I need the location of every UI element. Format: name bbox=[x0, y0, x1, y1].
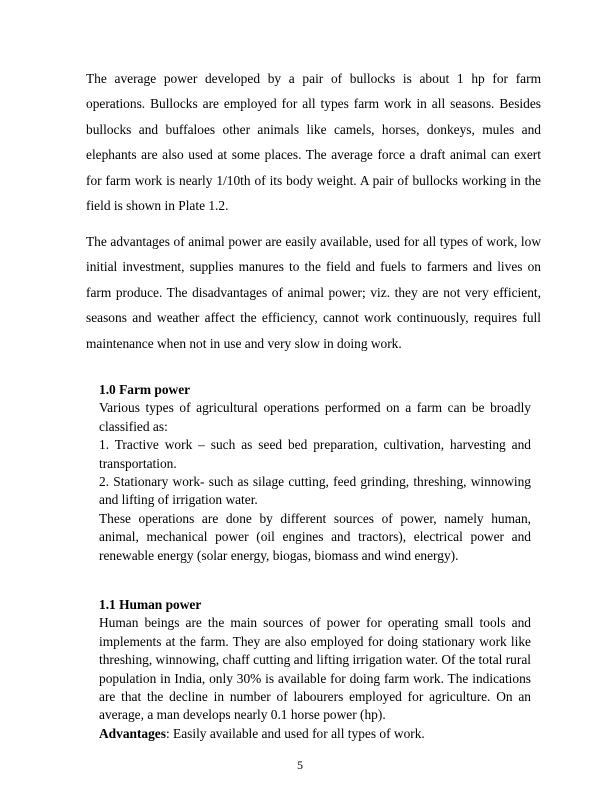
human-power-advantages-line bbox=[99, 725, 531, 743]
section-human-power bbox=[99, 596, 531, 743]
page-number: 5 bbox=[297, 758, 303, 772]
section-heading-farm-power: 1.0 Farm power bbox=[99, 382, 191, 397]
section-farm-power bbox=[99, 381, 531, 565]
section-heading-human-power: 1.1 Human power bbox=[99, 597, 202, 612]
farm-power-item-stationary: 2. Stationary work- such as silage cutting, feed grinding, threshing, winnowing and lifting of irrigation water. bbox=[99, 474, 531, 508]
advantages-label: Advantages bbox=[99, 725, 166, 741]
farm-power-closing: These operations are done by different sources of power, namely human, animal, mechanical power (oil engines and tractors), electrical power and renewable energy (solar energy, biogas, biomass and wind energy). bbox=[99, 510, 531, 563]
advantages-text: : Easily available and used for all types of work. bbox=[165, 725, 425, 741]
farm-power-item-tractive: 1. Tractive work – such as seed bed preparation, cultivation, harvesting and transportation. bbox=[99, 437, 531, 471]
farm-power-intro: Various types of agricultural operations performed on a farm can be broadly classified as: bbox=[99, 400, 531, 434]
paragraph-animal-power-advantages: The advantages of animal power are easily available, used for all types of work, low initial investment, supplies manures to the field and fuels to farmers and lives on farm produce. The disadvantages of animal power; viz. they are not very efficient, seasons and weather affect the efficiency, cannot work continuously, requires full maintenance when not in use and very slow in doing work. bbox=[86, 234, 541, 351]
human-power-body: Human beings are the main sources of power for operating small tools and implements at the farm. They are also employed for doing stationary work like threshing, winnowing, chaff cutting and lifting irrigation water. Of the total rural population in India, only 30% is available for doing farm work. The indications are that the decline in number of labourers employed for agriculture. On an average, a man develops nearly 0.1 horse power (hp). bbox=[99, 615, 531, 723]
paragraph-bullock-power: The average power developed by a pair of bullocks is about 1 hp for farm operations. Bullocks are employed for all types farm work in all seasons. Besides bullocks and buffaloes other animals like camels, horses, donkeys, mules and elephants are also used at some places. The average force a draft animal can exert for farm work is nearly 1/10th of its body weight. A pair of bullocks working in the field is shown in Plate 1.2. bbox=[86, 71, 541, 214]
